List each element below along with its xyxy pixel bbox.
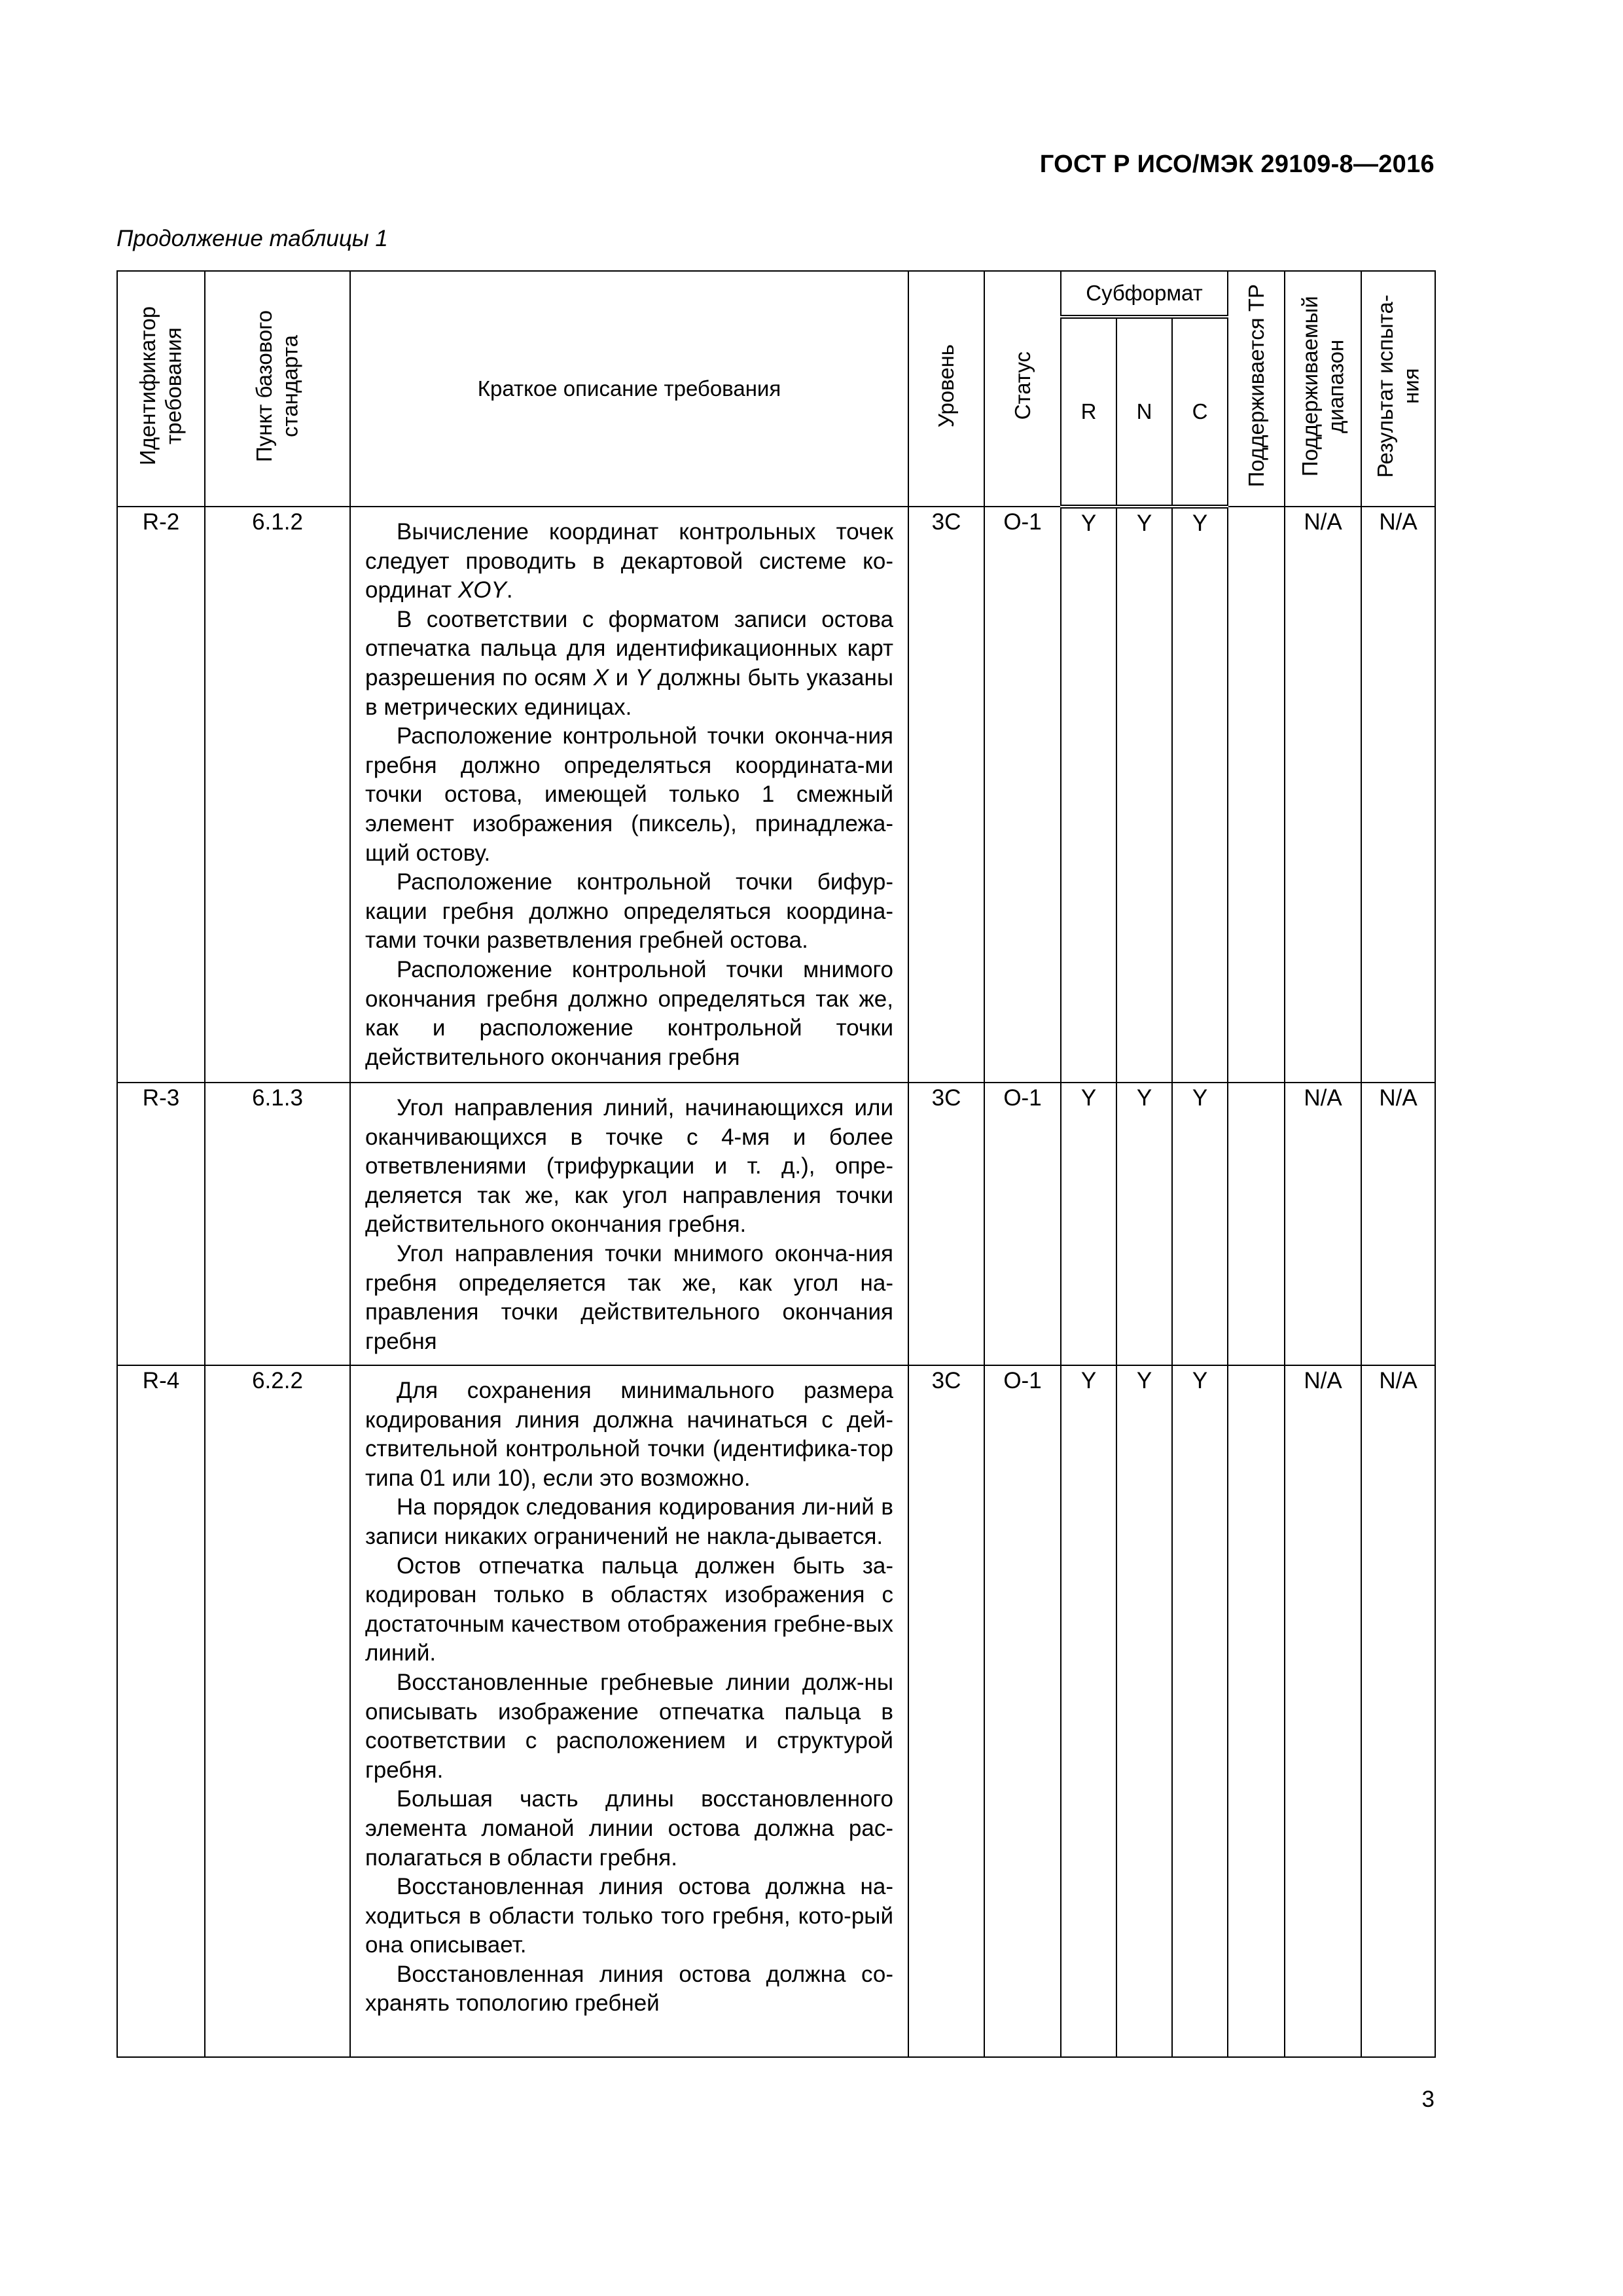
table-row	[117, 1083, 1435, 1365]
header-supported-range: Поддерживаемый диапазон	[1285, 271, 1361, 507]
description-paragraph: Угол направления точки мнимого оконча-ния гребня определяется так же, как угол на-правления точки действительного окончания гребня	[365, 1240, 893, 1354]
description-paragraph: Расположение контрольной точки бифур-кации гребня должно определяться координа-тами точки разветвления гребней остова.	[365, 869, 893, 954]
header-tr-supported: Поддерживается ТР	[1228, 271, 1285, 507]
cell-test-result: N/A	[1361, 507, 1435, 1083]
description-paragraph: Угол направления линий, начинающихся или оканчивающихся в точке с 4-мя и более ответвлениями (трифуркации и т. д.), опре-деляется так же, как угол направления точки действительного окончания гребня.	[365, 1095, 893, 1238]
description-paragraph: Расположение контрольной точки мнимого окончания гребня должно определяться так же, как и расположение контрольной точки действительного окончания гребня	[365, 956, 893, 1070]
header-status: Статус	[984, 271, 1061, 507]
description-paragraph: На порядок следования кодирования ли-ний в записи никаких ограничений не накла-дывается.	[365, 1494, 893, 1549]
header-sub-n: N	[1116, 317, 1172, 507]
table-caption: Продолжение таблицы 1	[116, 226, 388, 251]
description-paragraph: Остов отпечатка пальца должен быть за-кодирован только в областях изображения с достаточным качеством отображения гребне-вых линий.	[365, 1552, 893, 1666]
cell-description	[350, 507, 908, 1083]
description-paragraph: Расположение контрольной точки оконча-ния гребня должно определяться координата-ми точки остова, имеющей только 1 смежный элемент изображения (пиксель), принадлежа-щий остову.	[365, 723, 893, 866]
table-row	[117, 1365, 1435, 2057]
description-paragraph: Для сохранения минимального размера кодирования линия должна начинаться с дей-ствительной контрольной точки (идентифика-тор типа 01 или 10), если это возможно.	[365, 1378, 893, 1491]
header-level: Уровень	[908, 271, 984, 507]
cell-sub-n: Y	[1116, 1365, 1172, 2057]
cell-level: 3С	[908, 507, 984, 1083]
cell-supported-range: N/A	[1285, 1083, 1361, 1365]
description-paragraph: Вычисление координат контрольных точек следует проводить в декартовой системе ко-ординат XOY.	[365, 519, 893, 603]
description-paragraph: Восстановленная линия остова должна со-хранять топологию гребней	[365, 1961, 893, 2017]
cell-clause: 6.1.2	[205, 507, 350, 1083]
cell-sub-r: Y	[1061, 507, 1116, 1083]
header-sub-r: R	[1061, 317, 1116, 507]
cell-test-result: N/A	[1361, 1365, 1435, 2057]
page-number: 3	[1421, 2087, 1435, 2112]
cell-level: 3С	[908, 1083, 984, 1365]
cell-identifier: R-2	[117, 507, 205, 1083]
requirements-table	[116, 270, 1436, 2058]
description-paragraph: В соответствии с форматом записи остова отпечатка пальца для идентификационных карт разрешения по осям X и Y должны быть указаны в метрических единицах.	[365, 606, 894, 720]
cell-status: О-1	[984, 507, 1061, 1083]
cell-sub-c: Y	[1172, 507, 1228, 1083]
cell-clause: 6.2.2	[205, 1365, 350, 2057]
header-test-result: Результат испыта-ния	[1361, 271, 1435, 507]
cell-tr-supported	[1228, 1083, 1285, 1365]
cell-sub-c: Y	[1172, 1083, 1228, 1365]
header-subformat: Субформат	[1061, 271, 1228, 317]
cell-sub-c: Y	[1172, 1365, 1228, 2057]
cell-sub-r: Y	[1061, 1365, 1116, 2057]
cell-description	[350, 1083, 908, 1365]
cell-supported-range: N/A	[1285, 507, 1361, 1083]
cell-status: О-1	[984, 1083, 1061, 1365]
header-description: Краткое описание требования	[350, 271, 908, 507]
cell-description	[350, 1365, 908, 2057]
document-id: ГОСТ Р ИСО/МЭК 29109-8—2016	[1039, 151, 1435, 178]
cell-supported-range: N/A	[1285, 1365, 1361, 2057]
cell-sub-n: Y	[1116, 507, 1172, 1083]
header-identifier: Идентификатор требования	[117, 271, 205, 507]
cell-level: 3С	[908, 1365, 984, 2057]
cell-status: О-1	[984, 1365, 1061, 2057]
cell-tr-supported	[1228, 507, 1285, 1083]
table-row	[117, 507, 1435, 1083]
cell-sub-r: Y	[1061, 1083, 1116, 1365]
description-paragraph: Восстановленная линия остова должна на-ходиться в области только того гребня, кото-рый она описывает.	[365, 1874, 893, 1958]
header-clause: Пункт базового стандарта	[205, 271, 350, 507]
cell-identifier: R-3	[117, 1083, 205, 1365]
cell-identifier: R-4	[117, 1365, 205, 2057]
header-sub-c: C	[1172, 317, 1228, 507]
description-paragraph: Восстановленные гребневые линии долж-ны описывать изображение отпечатка пальца в соответствии с расположением и структурой гребня.	[365, 1669, 893, 1783]
cell-clause: 6.1.3	[205, 1083, 350, 1365]
cell-test-result: N/A	[1361, 1083, 1435, 1365]
description-paragraph: Большая часть длины восстановленного элемента ломаной линии остова должна рас-полагаться в области гребня.	[365, 1786, 893, 1871]
cell-sub-n: Y	[1116, 1083, 1172, 1365]
cell-tr-supported	[1228, 1365, 1285, 2057]
